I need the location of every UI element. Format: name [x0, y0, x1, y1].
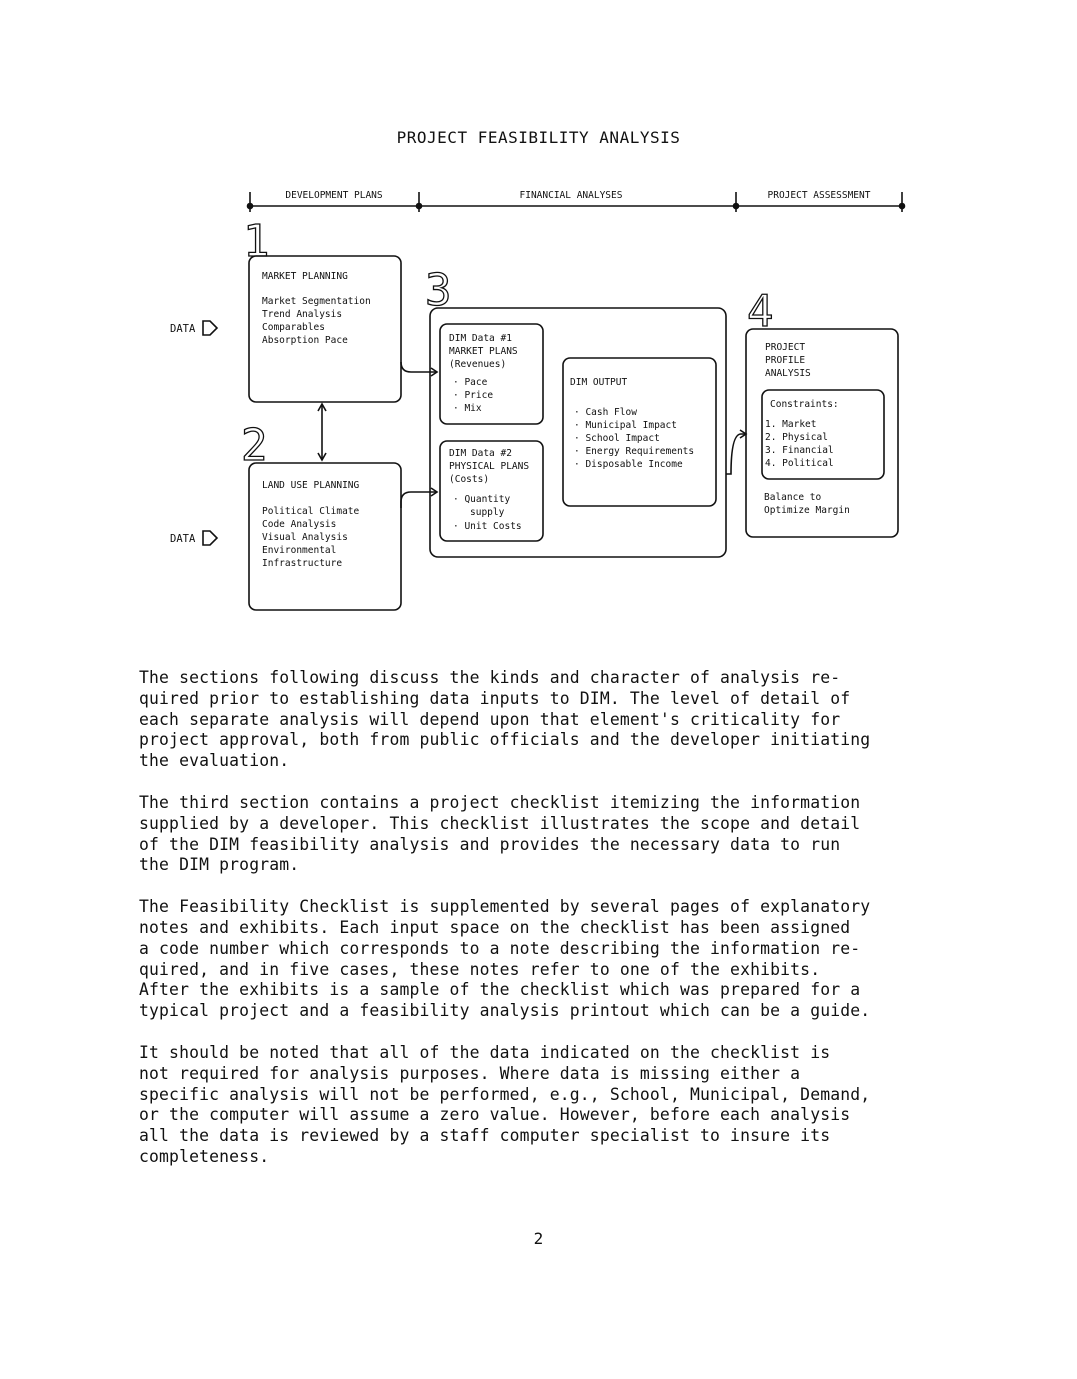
dim-data-2-line: DIM Data #2 — [449, 448, 512, 459]
dim-output-item: · Disposable Income — [574, 459, 683, 470]
connector-output-to-profile — [726, 434, 746, 474]
dim-output-item: · School Impact — [574, 433, 660, 444]
land-use-item: Code Analysis — [262, 519, 337, 530]
dim-data-1-item: · Mix — [453, 403, 482, 414]
constraint-item: 1. Market — [765, 419, 817, 430]
project-profile-heading: PROJECT — [765, 342, 806, 353]
land-use-heading: LAND USE PLANNING — [262, 480, 360, 491]
step-number-4: 4 — [747, 286, 774, 337]
market-planning-item: Market Segmentation — [262, 296, 371, 307]
feasibility-diagram — [0, 0, 1077, 660]
constraint-item: 3. Financial — [765, 445, 834, 456]
constraint-item: 2. Physical — [765, 432, 828, 443]
constraints-label: Constraints: — [770, 399, 839, 410]
phase-label: PROJECT ASSESSMENT — [767, 190, 871, 201]
dim-data-2-item: supply — [470, 507, 505, 518]
connector-market-to-dim1 — [401, 362, 437, 372]
dim-output-item: · Energy Requirements — [574, 446, 695, 457]
market-planning-item: Trend Analysis — [262, 309, 343, 320]
project-profile-footer: Balance to — [764, 492, 822, 503]
dim-data-2-item: · Quantity — [453, 494, 511, 505]
market-planning-item: Absorption Pace — [262, 335, 348, 346]
market-planning-item: Comparables — [262, 322, 325, 333]
project-profile-footer: Optimize Margin — [764, 505, 850, 516]
dim-data-1-line: DIM Data #1 — [449, 333, 512, 344]
dim-data-1-item: · Pace — [453, 377, 488, 388]
market-planning-heading: MARKET PLANNING — [262, 271, 348, 282]
data-label: DATA — [170, 323, 196, 335]
project-profile-heading: ANALYSIS — [765, 368, 811, 379]
body-text — [139, 668, 939, 1189]
dim-output-item: · Municipal Impact — [574, 420, 677, 431]
constraint-item: 4. Political — [765, 458, 834, 469]
paragraph: The Feasibility Checklist is supplemented by several pages of explanatory notes and exhibits. Each input space on the checklist has been assigned a code number which corresponds to a note describing the information re- quired, and in five cases, these notes refer to one of the exhibits. After the exhibits is a sample of the checklist which was prepared for a typical project and a feasibility analysis printout which can be a guide. — [139, 897, 871, 1021]
data-label: DATA — [170, 533, 196, 545]
dim-data-2-line: PHYSICAL PLANS — [449, 461, 530, 472]
dim-data-1-line: MARKET PLANS — [449, 346, 518, 357]
step-number-2: 2 — [241, 420, 268, 471]
land-use-item: Political Climate — [262, 506, 360, 517]
paragraph: The third section contains a project checklist itemizing the information supplied by a developer. This checklist illustrates the scope and detail of the DIM feasibility analysis and provides the necessary data to run the DIM program. — [139, 792, 861, 875]
dim-data-2-item: · Unit Costs — [453, 521, 522, 532]
dim-output-item: · Cash Flow — [574, 407, 637, 418]
phase-label: DEVELOPMENT PLANS — [285, 190, 383, 201]
document-title: PROJECT FEASIBILITY ANALYSIS — [396, 128, 681, 147]
dim-data-1-line: (Revenues) — [449, 359, 507, 370]
land-use-item: Visual Analysis — [262, 532, 348, 543]
page-number: 2 — [533, 1229, 544, 1248]
dim-data-2-line: (Costs) — [449, 474, 490, 485]
land-use-item: Environmental — [262, 545, 337, 556]
step-number-1: 1 — [243, 216, 270, 267]
paragraph: It should be noted that all of the data indicated on the checklist is not required for analysis purposes. Where data is missing either a specific analysis will not be performed, e.g., School, Municipal, Demand, or the computer will assume a zero value. However, before each analysis all the data is reviewed by a staff computer specialist to insure its completeness. — [139, 1042, 871, 1166]
land-use-item: Infrastructure — [262, 558, 343, 569]
phase-label: FINANCIAL ANALYSES — [519, 190, 623, 201]
data-input-arrow-1 — [203, 321, 217, 335]
step-number-3: 3 — [425, 265, 452, 316]
data-input-arrow-2 — [203, 531, 217, 545]
dim-data-1-item: · Price — [453, 390, 494, 401]
connector-landuse-to-dim2 — [401, 492, 437, 508]
project-profile-heading: PROFILE — [765, 355, 806, 366]
dim-output-heading: DIM OUTPUT — [570, 377, 628, 388]
paragraph: The sections following discuss the kinds and character of analysis re- quired prior to establishing data inputs to DIM. The level of detail of each separate analysis will depend upon that element's criticality for project approval, both from public officials and the developer initiating the evaluation. — [139, 668, 871, 771]
